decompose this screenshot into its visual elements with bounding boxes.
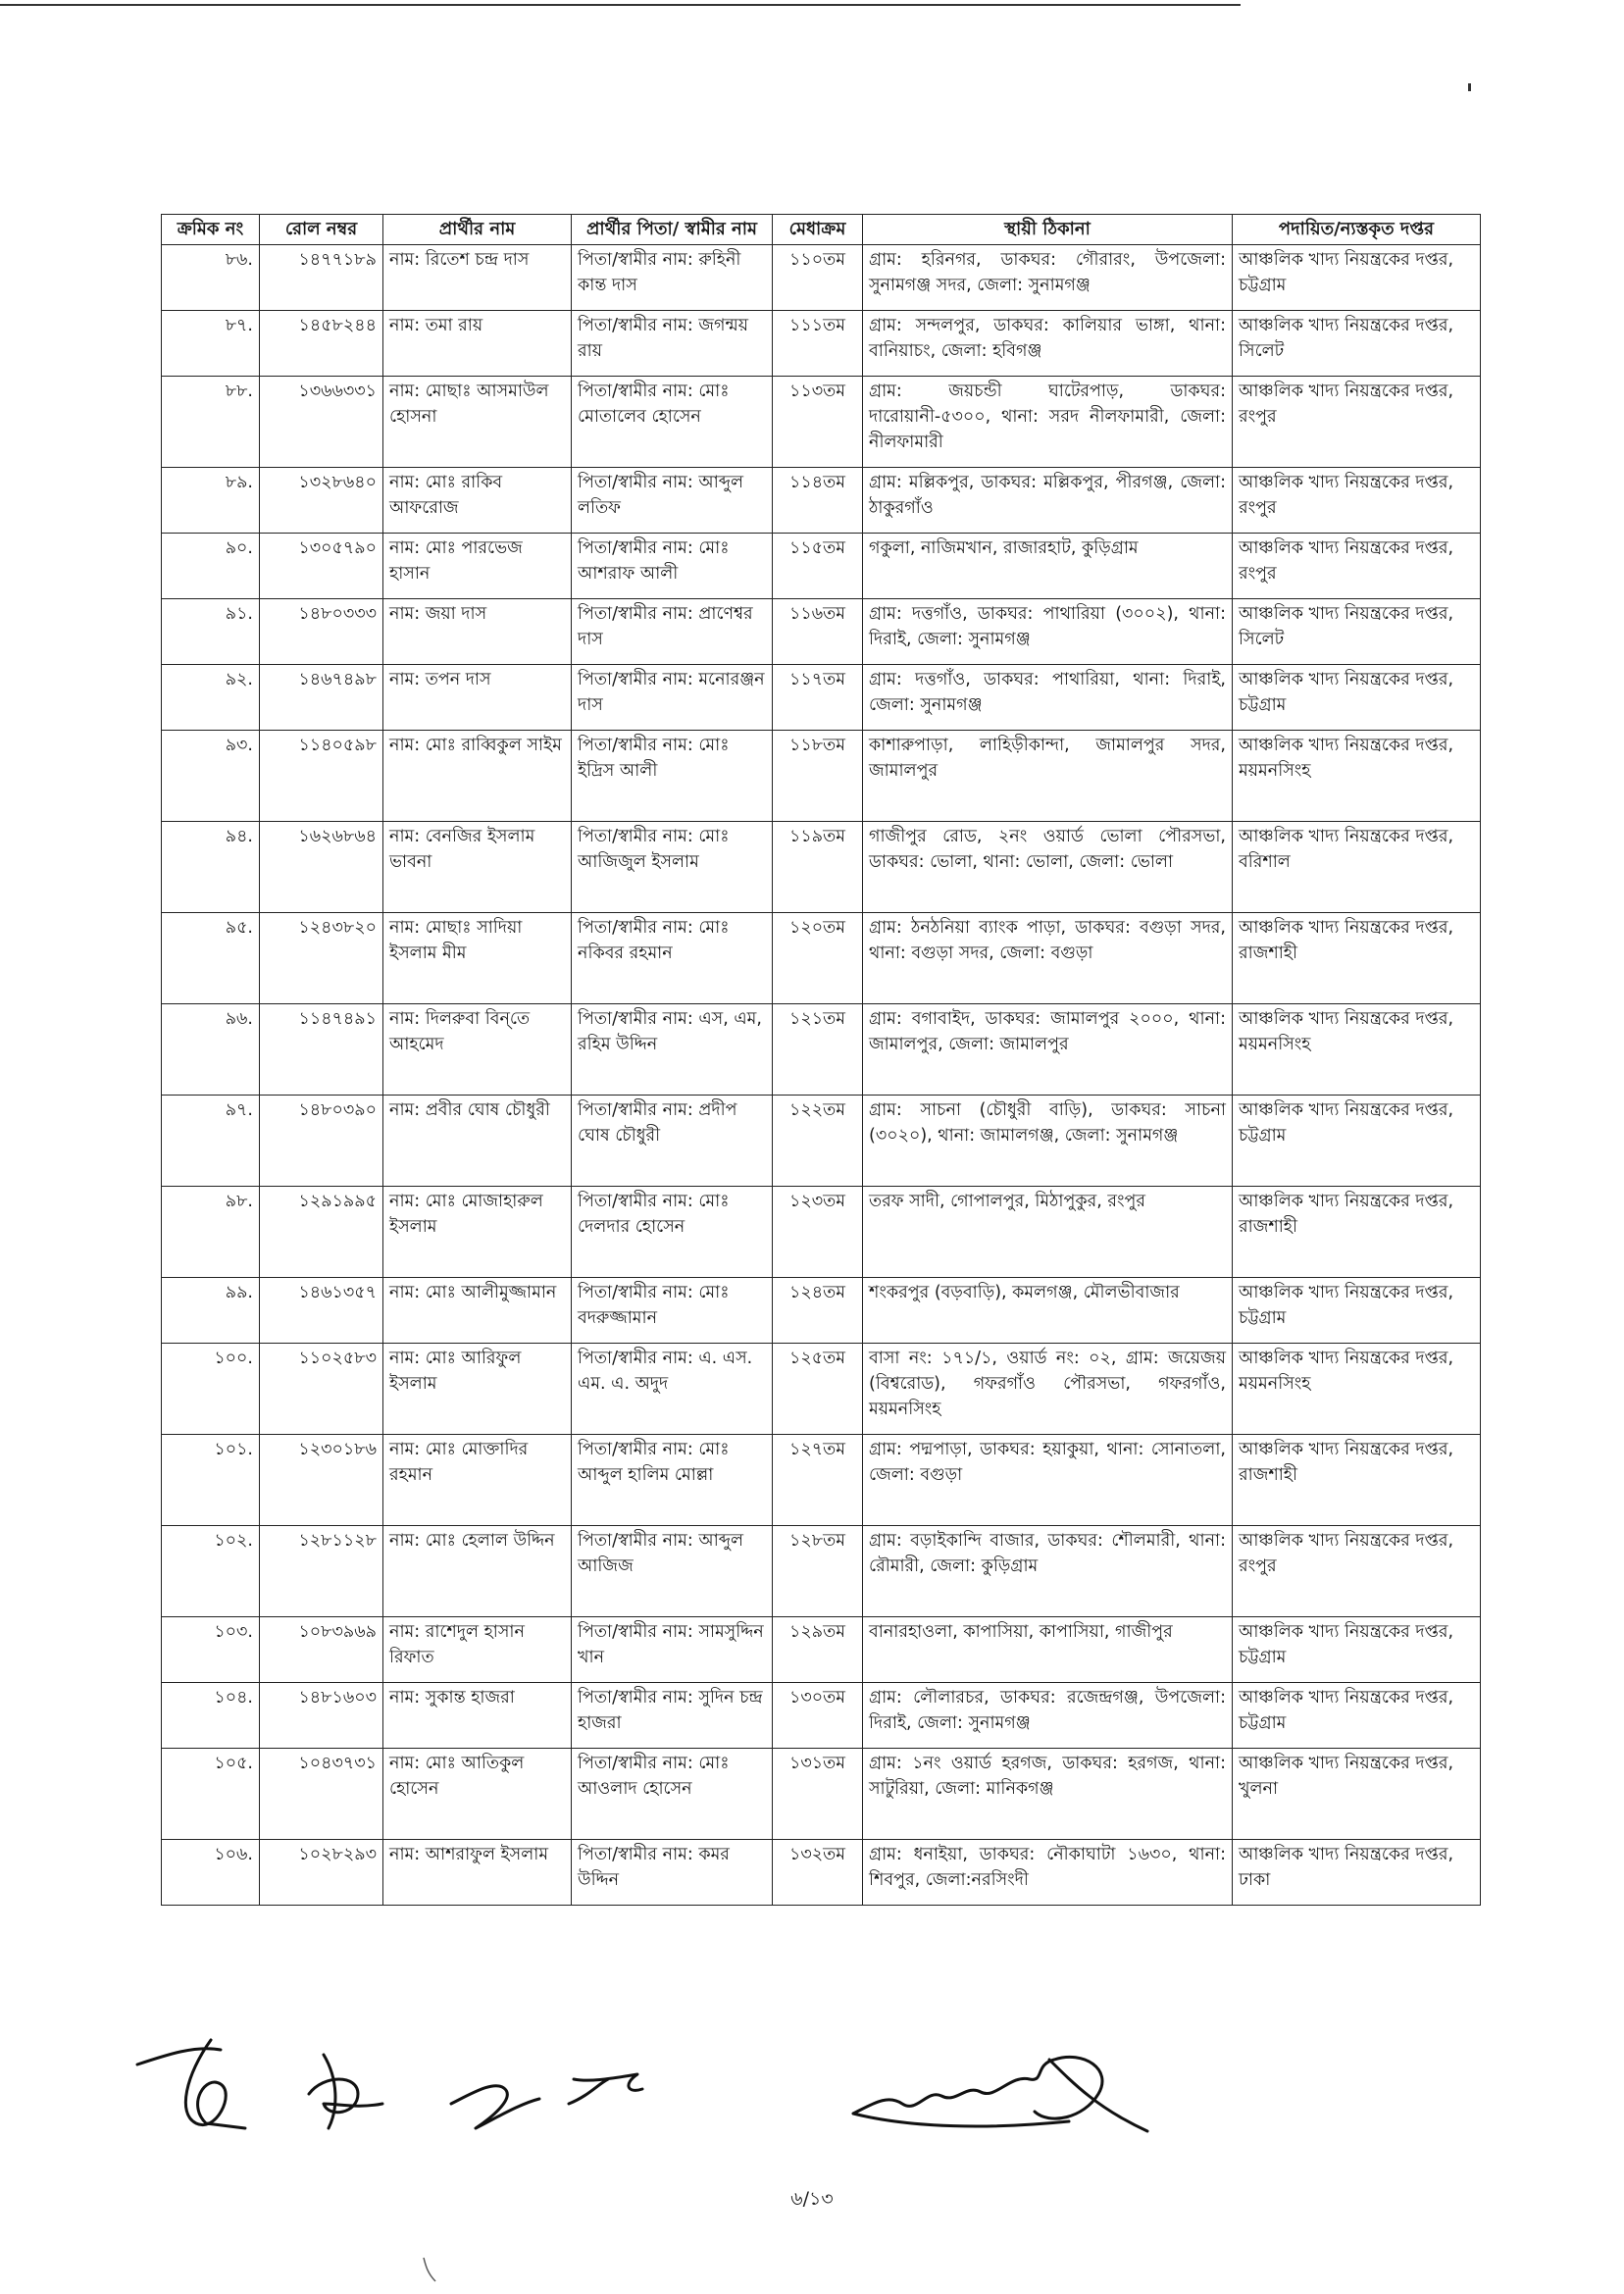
cell-roll: ১৪৬১৩৫৭	[260, 1278, 383, 1344]
cell-roll: ১৩৬৬৩৩১	[260, 377, 383, 468]
cell-parent: পিতা/স্বামীর নাম: আব্দুল লতিফ	[572, 468, 773, 534]
cell-name: নাম: সুকান্ত হাজরা	[383, 1683, 572, 1749]
table-row	[162, 1096, 1481, 1187]
table-body	[162, 245, 1481, 1906]
table-row	[162, 377, 1481, 468]
candidate-roster-table	[161, 214, 1481, 1906]
cell-address: গ্রাম: বড়াইকান্দি বাজার, ডাকঘর: শৌলমারী, থানা: রৌমারী, জেলা: কুড়িগ্রাম	[863, 1526, 1233, 1617]
cell-serial: ৮৬.	[162, 245, 260, 311]
cell-parent: পিতা/স্বামীর নাম: মোঃ দেলদার হোসেন	[572, 1187, 773, 1278]
cell-roll: ১৪৮০৩৩৩	[260, 599, 383, 665]
cell-name: নাম: মোঃ মোক্তাদির রহমান	[383, 1435, 572, 1526]
cell-serial: ১০২.	[162, 1526, 260, 1617]
top-rule	[0, 4, 1241, 6]
cell-merit: ১২১তম	[773, 1004, 863, 1096]
cell-roll: ১৪৫৮২৪৪	[260, 311, 383, 377]
signature-3	[451, 2086, 539, 2128]
cell-roll: ১২৩০১৮৬	[260, 1435, 383, 1526]
cell-merit: ১২৩তম	[773, 1187, 863, 1278]
signature-2	[309, 2055, 382, 2128]
table-row	[162, 913, 1481, 1004]
table-row	[162, 822, 1481, 913]
cell-parent: পিতা/স্বামীর নাম: রুহিনী কান্ত দাস	[572, 245, 773, 311]
table-row	[162, 1617, 1481, 1683]
cell-name: নাম: প্রবীর ঘোষ চৌধুরী	[383, 1096, 572, 1187]
cell-parent: পিতা/স্বামীর নাম: মোঃ আশরাফ আলী	[572, 534, 773, 599]
header-roll: রোল নম্বর	[260, 215, 383, 245]
header-serial: ক্রমিক নং	[162, 215, 260, 245]
cell-merit: ১২৪তম	[773, 1278, 863, 1344]
cell-name: নাম: রিতেশ চন্দ্র দাস	[383, 245, 572, 311]
cell-posting: আঞ্চলিক খাদ্য নিয়ন্ত্রকের দপ্তর, ময়মনসিংহ	[1233, 1004, 1481, 1096]
cell-address: গ্রাম: হরিনগর, ডাকঘর: গৌরারং, উপজেলা: সুনামগঞ্জ সদর, জেলা: সুনামগঞ্জ	[863, 245, 1233, 311]
margin-tick-mark	[1468, 83, 1471, 91]
table-row	[162, 1187, 1481, 1278]
cell-posting: আঞ্চলিক খাদ্য নিয়ন্ত্রকের দপ্তর, সিলেট	[1233, 311, 1481, 377]
cell-roll: ১৪৭৭১৮৯	[260, 245, 383, 311]
cell-merit: ১১৩তম	[773, 377, 863, 468]
cell-parent: পিতা/স্বামীর নাম: কমর উদ্দিন	[572, 1840, 773, 1906]
cell-address: গ্রাম: সন্দলপুর, ডাকঘর: কালিয়ার ভাঙ্গা, থানা: বানিয়াচং, জেলা: হবিগঞ্জ	[863, 311, 1233, 377]
cell-name: নাম: মোঃ আলীমুজ্জামান	[383, 1278, 572, 1344]
table-row	[162, 468, 1481, 534]
cell-serial: ৯০.	[162, 534, 260, 599]
cell-roll: ১২৯১৯৯৫	[260, 1187, 383, 1278]
cell-posting: আঞ্চলিক খাদ্য নিয়ন্ত্রকের দপ্তর, রংপুর	[1233, 1526, 1481, 1617]
cell-address: গ্রাম: ঠনঠনিয়া ব্যাংক পাড়া, ডাকঘর: বগুড়া সদর, থানা: বগুড়া সদর, জেলা: বগুড়া	[863, 913, 1233, 1004]
table-row	[162, 1840, 1481, 1906]
cell-posting: আঞ্চলিক খাদ্য নিয়ন্ত্রকের দপ্তর, চট্টগ্রাম	[1233, 1278, 1481, 1344]
table-row	[162, 1278, 1481, 1344]
cell-name: নাম: বেনজির ইসলাম ভাবনা	[383, 822, 572, 913]
cell-parent: পিতা/স্বামীর নাম: মোঃ মোতালেব হোসেন	[572, 377, 773, 468]
cell-serial: ১০৩.	[162, 1617, 260, 1683]
cell-posting: আঞ্চলিক খাদ্য নিয়ন্ত্রকের দপ্তর, রাজশাহী	[1233, 1187, 1481, 1278]
signature-4	[569, 2074, 642, 2104]
signature-1	[137, 2040, 245, 2128]
cell-posting: আঞ্চলিক খাদ্য নিয়ন্ত্রকের দপ্তর, ঢাকা	[1233, 1840, 1481, 1906]
cell-merit: ১২৮তম	[773, 1526, 863, 1617]
cell-merit: ১১১তম	[773, 311, 863, 377]
cell-name: নাম: মোঃ রাব্বিকুল সাইম	[383, 731, 572, 822]
cell-posting: আঞ্চলিক খাদ্য নিয়ন্ত্রকের দপ্তর, সিলেট	[1233, 599, 1481, 665]
table-row	[162, 1435, 1481, 1526]
cell-serial: ১০৬.	[162, 1840, 260, 1906]
cell-serial: ৮৯.	[162, 468, 260, 534]
cell-address: গ্রাম: বগাবাইদ, ডাকঘর: জামালপুর ২০০০, থানা: জামালপুর, জেলা: জামালপুর	[863, 1004, 1233, 1096]
header-merit: মেধাক্রম	[773, 215, 863, 245]
cell-posting: আঞ্চলিক খাদ্য নিয়ন্ত্রকের দপ্তর, রাজশাহী	[1233, 913, 1481, 1004]
cell-serial: ১০৫.	[162, 1749, 260, 1840]
cell-name: নাম: মোঃ হেলাল উদ্দিন	[383, 1526, 572, 1617]
cell-address: গ্রাম: মল্লিকপুর, ডাকঘর: মল্লিকপুর, পীরগঞ্জ, জেলা: ঠাকুরগাঁও	[863, 468, 1233, 534]
cell-address: শংকরপুর (বড়বাড়ি), কমলগঞ্জ, মৌলভীবাজার	[863, 1278, 1233, 1344]
cell-serial: ৯৬.	[162, 1004, 260, 1096]
table-row	[162, 534, 1481, 599]
cell-roll: ১২৮১১২৮	[260, 1526, 383, 1617]
cell-serial: ৯৩.	[162, 731, 260, 822]
cell-serial: ৮৮.	[162, 377, 260, 468]
cell-name: নাম: আশরাফুল ইসলাম	[383, 1840, 572, 1906]
table-row	[162, 311, 1481, 377]
cell-merit: ১২৯তম	[773, 1617, 863, 1683]
cell-name: নাম: মোঃ মোজাহারুল ইসলাম	[383, 1187, 572, 1278]
cell-address: গ্রাম: পদ্মপাড়া, ডাকঘর: হয়াকুয়া, থানা: সোনাতলা, জেলা: বগুড়া	[863, 1435, 1233, 1526]
table-row	[162, 1004, 1481, 1096]
table-row	[162, 245, 1481, 311]
page-number: ৬/১৩	[790, 2188, 834, 2210]
cell-parent: পিতা/স্বামীর নাম: প্রদীপ ঘোষ চৌধুরী	[572, 1096, 773, 1187]
cell-posting: আঞ্চলিক খাদ্য নিয়ন্ত্রকের দপ্তর, চট্টগ্রাম	[1233, 665, 1481, 731]
stray-mark	[420, 2256, 439, 2285]
cell-roll: ১১৪০৫৯৮	[260, 731, 383, 822]
cell-parent: পিতা/স্বামীর নাম: মোঃ আওলাদ হোসেন	[572, 1749, 773, 1840]
cell-posting: আঞ্চলিক খাদ্য নিয়ন্ত্রকের দপ্তর, ময়মনসিংহ	[1233, 731, 1481, 822]
cell-name: নাম: রাশেদুল হাসান রিফাত	[383, 1617, 572, 1683]
table-header-row	[162, 215, 1481, 245]
cell-serial: ৯৪.	[162, 822, 260, 913]
cell-address: গ্রাম: ধনাইয়া, ডাকঘর: নৌকাঘাটা ১৬৩০, থানা: শিবপুর, জেলা:নরসিংদী	[863, 1840, 1233, 1906]
cell-posting: আঞ্চলিক খাদ্য নিয়ন্ত্রকের দপ্তর, রংপুর	[1233, 534, 1481, 599]
signatures	[127, 2035, 1481, 2143]
cell-name: নাম: তমা রায়	[383, 311, 572, 377]
cell-serial: ১০০.	[162, 1344, 260, 1435]
cell-parent: পিতা/স্বামীর নাম: সামসুদ্দিন খান	[572, 1617, 773, 1683]
cell-address: কাশারুপাড়া, লাহিড়ীকান্দা, জামালপুর সদর, জামালপুর	[863, 731, 1233, 822]
cell-roll: ১৪৬৭৪৯৮	[260, 665, 383, 731]
cell-name: নাম: মোঃ পারভেজ হাসান	[383, 534, 572, 599]
cell-serial: ১০৪.	[162, 1683, 260, 1749]
cell-posting: আঞ্চলিক খাদ্য নিয়ন্ত্রকের দপ্তর, চট্টগ্রাম	[1233, 1683, 1481, 1749]
cell-posting: আঞ্চলিক খাদ্য নিয়ন্ত্রকের দপ্তর, ময়মনসিংহ	[1233, 1344, 1481, 1435]
cell-parent: পিতা/স্বামীর নাম: মোঃ নকিবর রহমান	[572, 913, 773, 1004]
cell-posting: আঞ্চলিক খাদ্য নিয়ন্ত্রকের দপ্তর, খুলনা	[1233, 1749, 1481, 1840]
header-posting: পদায়িত/ন্যস্তকৃত দপ্তর	[1233, 215, 1481, 245]
cell-roll: ১৪৮০৩৯০	[260, 1096, 383, 1187]
cell-parent: পিতা/স্বামীর নাম: মোঃ আব্দুল হালিম মোল্লা	[572, 1435, 773, 1526]
cell-serial: ৯২.	[162, 665, 260, 731]
cell-merit: ১১৭তম	[773, 665, 863, 731]
cell-serial: ৯১.	[162, 599, 260, 665]
cell-posting: আঞ্চলিক খাদ্য নিয়ন্ত্রকের দপ্তর, চট্টগ্রাম	[1233, 1096, 1481, 1187]
cell-name: নাম: মোঃ রাকিব আফরোজ	[383, 468, 572, 534]
cell-name: নাম: মোছাঃ সাদিয়া ইসলাম মীম	[383, 913, 572, 1004]
cell-roll: ১২৪৩৮২০	[260, 913, 383, 1004]
cell-merit: ১৩০তম	[773, 1683, 863, 1749]
table-row	[162, 665, 1481, 731]
cell-parent: পিতা/স্বামীর নাম: আব্দুল আজিজ	[572, 1526, 773, 1617]
cell-parent: পিতা/স্বামীর নাম: প্রাণেশ্বর দাস	[572, 599, 773, 665]
cell-merit: ১২০তম	[773, 913, 863, 1004]
cell-address: বাসা নং: ১৭১/১, ওয়ার্ড নং: ০২, গ্রাম: জয়েজয় (বিশ্বরোড), গফরগাঁও পৌরসভা, গফরগাঁও, ময়মনসিংহ	[863, 1344, 1233, 1435]
cell-name: নাম: জয়া দাস	[383, 599, 572, 665]
cell-merit: ১৩১তম	[773, 1749, 863, 1840]
cell-merit: ১১০তম	[773, 245, 863, 311]
cell-address: গ্রাম: সাচনা (চৌধুরী বাড়ি), ডাকঘর: সাচনা (৩০২০), থানা: জামালগঞ্জ, জেলা: সুনামগঞ্জ	[863, 1096, 1233, 1187]
cell-parent: পিতা/স্বামীর নাম: জগন্ময় রায়	[572, 311, 773, 377]
cell-merit: ১১৯তম	[773, 822, 863, 913]
cell-serial: ৯৮.	[162, 1187, 260, 1278]
table-row	[162, 731, 1481, 822]
cell-roll: ১৪৮১৬০৩	[260, 1683, 383, 1749]
cell-address: বানারহাওলা, কাপাসিয়া, কাপাসিয়া, গাজীপুর	[863, 1617, 1233, 1683]
cell-posting: আঞ্চলিক খাদ্য নিয়ন্ত্রকের দপ্তর, চট্টগ্রাম	[1233, 1617, 1481, 1683]
cell-roll: ১১০২৫৮৩	[260, 1344, 383, 1435]
cell-roll: ১৩০৫৭৯০	[260, 534, 383, 599]
cell-address: গ্রাম: জয়চন্ডী ঘাটেরপাড়, ডাকঘর: দারোয়ানী-৫৩০০, থানা: সরদ নীলফামারী, জেলা: নীলফামারী	[863, 377, 1233, 468]
header-parent: প্রার্থীর পিতা/ স্বামীর নাম	[572, 215, 773, 245]
cell-roll: ১০২৮২৯৩	[260, 1840, 383, 1906]
table-row	[162, 1344, 1481, 1435]
table-row	[162, 599, 1481, 665]
cell-roll: ১৩২৮৬৪০	[260, 468, 383, 534]
cell-serial: ৯৯.	[162, 1278, 260, 1344]
table-row	[162, 1526, 1481, 1617]
cell-serial: ৯৭.	[162, 1096, 260, 1187]
cell-name: নাম: দিলরুবা বিন্‌তে আহমেদ	[383, 1004, 572, 1096]
table-row	[162, 1683, 1481, 1749]
cell-parent: পিতা/স্বামীর নাম: মোঃ বদরুজ্জামান	[572, 1278, 773, 1344]
cell-address: গ্রাম: ১নং ওয়ার্ড হরগজ, ডাকঘর: হরগজ, থানা: সাটুরিয়া, জেলা: মানিকগঞ্জ	[863, 1749, 1233, 1840]
cell-parent: পিতা/স্বামীর নাম: সুদিন চন্দ্র হাজরা	[572, 1683, 773, 1749]
cell-address: গ্রাম: লৌলারচর, ডাকঘর: রজেন্দ্রগঞ্জ, উপজেলা: দিরাই, জেলা: সুনামগঞ্জ	[863, 1683, 1233, 1749]
cell-parent: পিতা/স্বামীর নাম: এস, এম, রহিম উদ্দিন	[572, 1004, 773, 1096]
cell-address: গ্রাম: দত্তগাঁও, ডাকঘর: পাথারিয়া, থানা: দিরাই, জেলা: সুনামগঞ্জ	[863, 665, 1233, 731]
cell-posting: আঞ্চলিক খাদ্য নিয়ন্ত্রকের দপ্তর, রাজশাহী	[1233, 1435, 1481, 1526]
cell-merit: ১১৬তম	[773, 599, 863, 665]
cell-address: গকুলা, নাজিমখান, রাজারহাট, কুড়িগ্রাম	[863, 534, 1233, 599]
cell-merit: ১১৫তম	[773, 534, 863, 599]
cell-parent: পিতা/স্বামীর নাম: মোঃ ইদ্রিস আলী	[572, 731, 773, 822]
cell-merit: ১২৫তম	[773, 1344, 863, 1435]
cell-address: গাজীপুর রোড, ২নং ওয়ার্ড ভোলা পৌরসভা, ডাকঘর: ভোলা, থানা: ভোলা, জেলা: ভোলা	[863, 822, 1233, 913]
cell-roll: ১০৮৩৯৬৯	[260, 1617, 383, 1683]
cell-address: তরফ সাদী, গোপালপুর, মিঠাপুকুর, রংপুর	[863, 1187, 1233, 1278]
cell-merit: ১২৭তম	[773, 1435, 863, 1526]
cell-address: গ্রাম: দত্তগাঁও, ডাকঘর: পাথারিয়া (৩০০২), থানা: দিরাই, জেলা: সুনামগঞ্জ	[863, 599, 1233, 665]
cell-posting: আঞ্চলিক খাদ্য নিয়ন্ত্রকের দপ্তর, বরিশাল	[1233, 822, 1481, 913]
cell-roll: ১১৪৭৪৯১	[260, 1004, 383, 1096]
cell-merit: ১৩২তম	[773, 1840, 863, 1906]
header-name: প্রার্থীর নাম	[383, 215, 572, 245]
cell-name: নাম: মোঃ আতিকুল হোসেন	[383, 1749, 572, 1840]
cell-serial: ৯৫.	[162, 913, 260, 1004]
cell-serial: ১০১.	[162, 1435, 260, 1526]
cell-roll: ১০৪৩৭৩১	[260, 1749, 383, 1840]
cell-posting: আঞ্চলিক খাদ্য নিয়ন্ত্রকের দপ্তর, রংপুর	[1233, 377, 1481, 468]
cell-posting: আঞ্চলিক খাদ্য নিয়ন্ত্রকের দপ্তর, চট্টগ্রাম	[1233, 245, 1481, 311]
cell-serial: ৮৭.	[162, 311, 260, 377]
cell-name: নাম: মোঃ আরিফুল ইসলাম	[383, 1344, 572, 1435]
cell-merit: ১১৪তম	[773, 468, 863, 534]
cell-posting: আঞ্চলিক খাদ্য নিয়ন্ত্রকের দপ্তর, রংপুর	[1233, 468, 1481, 534]
header-address: স্থায়ী ঠিকানা	[863, 215, 1233, 245]
signature-5	[853, 2057, 1147, 2131]
cell-roll: ১৬২৬৮৬৪	[260, 822, 383, 913]
cell-parent: পিতা/স্বামীর নাম: মোঃ আজিজুল ইসলাম	[572, 822, 773, 913]
cell-merit: ১২২তম	[773, 1096, 863, 1187]
cell-name: নাম: মোছাঃ আসমাউল হোসনা	[383, 377, 572, 468]
cell-parent: পিতা/স্বামীর নাম: এ. এস. এম. এ. অদুদ	[572, 1344, 773, 1435]
cell-merit: ১১৮তম	[773, 731, 863, 822]
cell-parent: পিতা/স্বামীর নাম: মনোরঞ্জন দাস	[572, 665, 773, 731]
cell-name: নাম: তপন দাস	[383, 665, 572, 731]
table-row	[162, 1749, 1481, 1840]
